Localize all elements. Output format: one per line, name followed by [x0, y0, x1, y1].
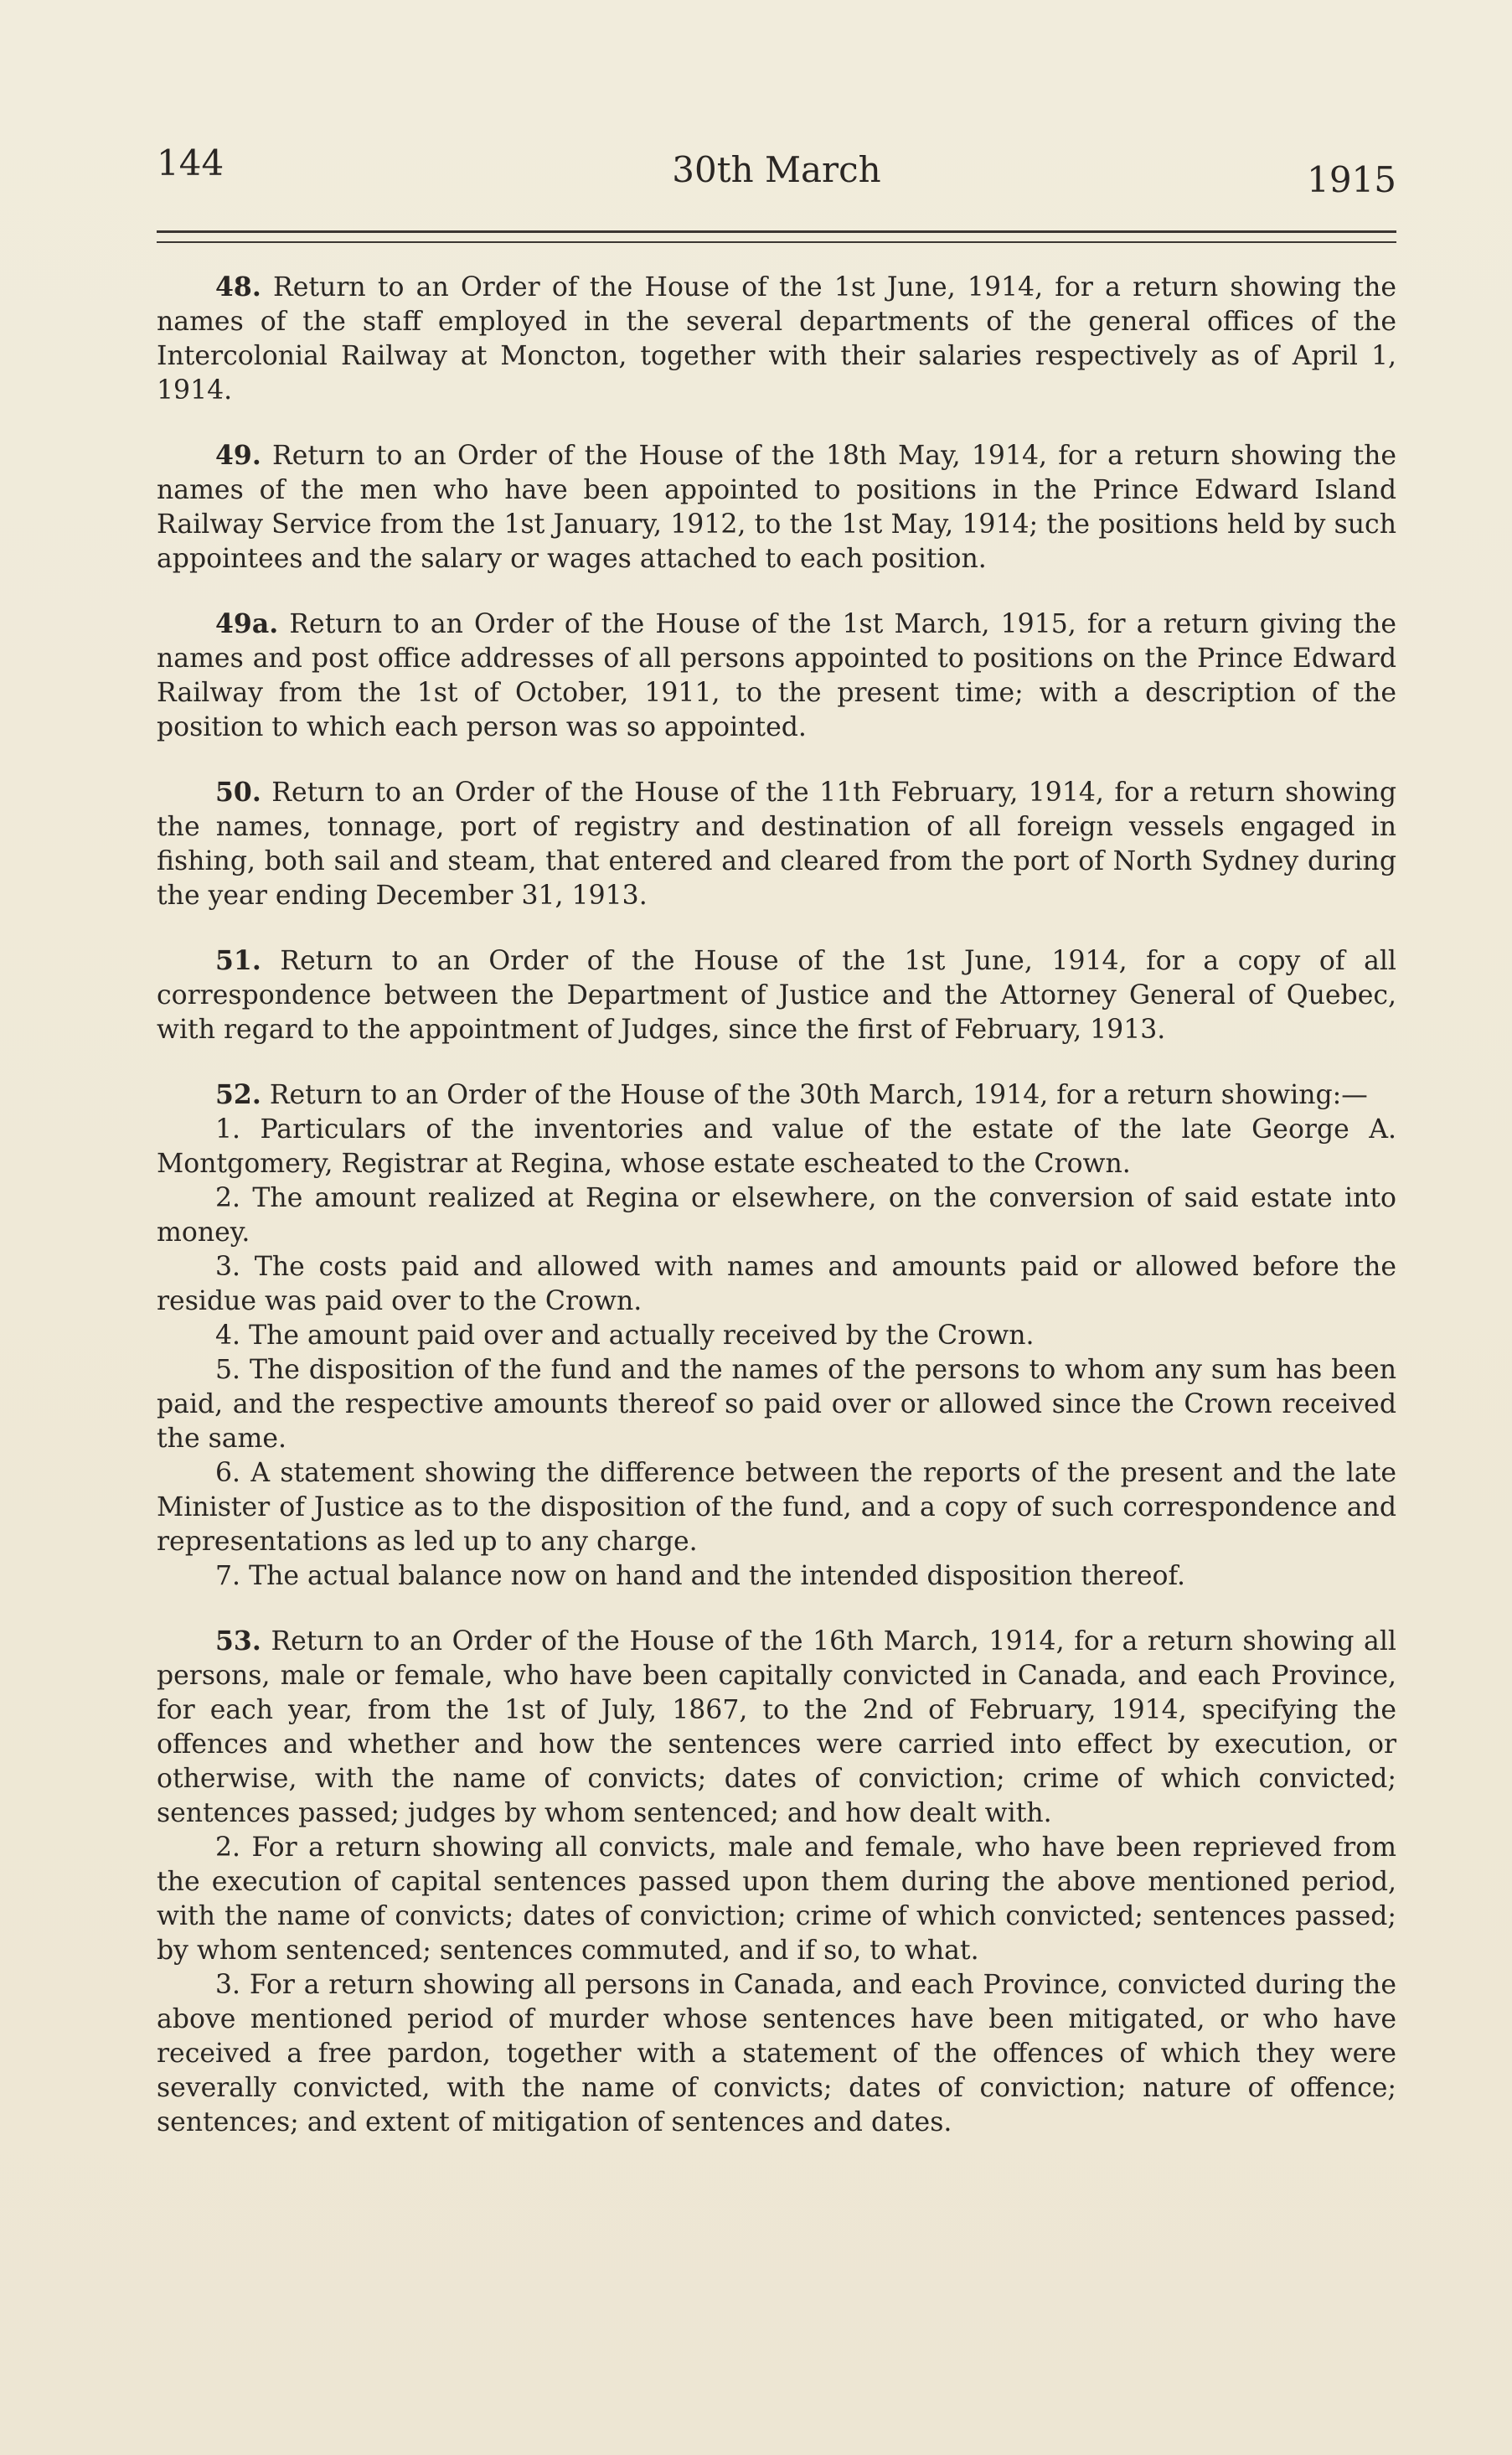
entry-paragraph	[157, 438, 1396, 576]
entry-text: Return to an Order of the House of the 1st June, 1914, for a return showing the names of the staff employed in the several departments of the general offices of the Intercolonial Railway at Moncton, together with their salaries respectively as of April 1, 1914.	[157, 272, 1397, 406]
entry-text: Return to an Order of the House of the 30th March, 1914, for a return showing:—	[269, 1080, 1368, 1110]
entry-52	[157, 1078, 1396, 1594]
entry-49a	[157, 607, 1396, 745]
entry-paragraph	[157, 607, 1396, 745]
entry-number: 48.	[215, 271, 261, 302]
entry-48	[157, 270, 1396, 408]
entry-text: Return to an Order of the House of the 16th March, 1914, for a return showing all persons, male or female, who have been capitally convicted in Canada, and each Province, for each year, from the 1st of July, 1867, to the 2nd of February, 1914, specifying the offences and whether and how the sentences were carried into effect by execution, or otherwise, with the name of convicts; dates of conviction; crime of which convicted; sentences passed; judges by whom sentenced; and how dealt with.	[157, 1626, 1396, 1828]
entry-paragraph	[157, 943, 1396, 1047]
entry-50	[157, 775, 1396, 913]
entry-item: 3. The costs paid and allowed with names and amounts paid or allowed before the residue was paid over to the Crown.	[157, 1252, 1396, 1316]
entry-item: 3. For a return showing all persons in Canada, and each Province, convicted during the above mentioned period of murder whose sentences have been mitigated, or who have received a free pardon, together with a statement of the offences of which they were severally convicted, with the name of convicts; dates of conviction; nature of offence; sentences; and extent of mitigation of sentences and dates.	[157, 1970, 1396, 2137]
entry-53	[157, 1624, 1396, 2140]
header-rule-bottom	[157, 241, 1396, 243]
page-header	[157, 142, 1396, 209]
entry-text: Return to an Order of the House of the 1st March, 1915, for a return giving the names and post office addresses of all persons appointed to positions on the Prince Edward Railway from the 1st of October, 1911, to the present time; with a description of the position to which each person was so appointed.	[157, 609, 1396, 742]
entry-number: 50.	[215, 777, 261, 808]
entry-item: 5. The disposition of the fund and the names of the persons to whom any sum has been paid, and the respective amounts thereof so paid over or allowed since the Crown received the same.	[157, 1355, 1396, 1454]
entry-paragraph	[157, 1078, 1396, 1113]
entry-number: 49a.	[215, 608, 279, 639]
entry-text: Return to an Order of the House of the 18th May, 1914, for a return showing the names of the men who have been appointed to positions in the Prince Edward Island Railway Service from the 1st January, 1912, to the 1st May, 1914; the positions held by such appointees and the salary or wages attached to each position.	[157, 441, 1396, 574]
entry-item: 4. The amount paid over and actually received by the Crown.	[215, 1321, 1035, 1351]
entry-number: 51.	[215, 945, 261, 976]
page-number: 144	[157, 142, 224, 183]
document-body	[157, 270, 1396, 2170]
running-head: 30th March	[672, 149, 881, 190]
entry-number: 52.	[215, 1079, 261, 1110]
entry-number: 53.	[215, 1625, 261, 1656]
entry-item: 1. Particulars of the inventories and value of the estate of the late George A. Montgomery, Registrar at Regina, whose estate escheated to the Crown.	[157, 1114, 1396, 1179]
entry-49	[157, 438, 1396, 576]
header-rule-top	[157, 230, 1396, 233]
header-year: 1915	[1307, 159, 1396, 200]
entry-number: 49.	[215, 440, 261, 471]
entry-item: 7. The actual balance now on hand and the intended disposition thereof.	[215, 1561, 1186, 1591]
entry-item: 2. For a return showing all convicts, male and female, who have been reprieved from the execution of capital sentences passed upon them during the above mentioned period, with the name of convicts; dates of conviction; crime of which convicted; sentences passed; by whom sentenced; sentences commuted, and if so, to what.	[157, 1832, 1396, 1966]
entry-paragraph	[157, 270, 1396, 408]
entry-51	[157, 943, 1396, 1047]
entry-text: Return to an Order of the House of the 11th February, 1914, for a return showing the names, tonnage, port of registry and destination of all foreign vessels engaged in fishing, both sail and steam, that entered and cleared from the port of North Sydney during the year ending December 31, 1913.	[157, 778, 1397, 911]
entry-text: Return to an Order of the House of the 1st June, 1914, for a copy of all correspondence between the Department of Justice and the Attorney General of Quebec, with regard to the appointment of Judges, since the first of February, 1913.	[157, 946, 1396, 1045]
entry-paragraph	[157, 775, 1396, 913]
entry-paragraph	[157, 1624, 1396, 1831]
entry-item: 6. A statement showing the difference between the reports of the present and the late Minister of Justice as to the disposition of the fund, and a copy of such correspondence and representations as led up to any charge.	[157, 1458, 1396, 1557]
entry-item: 2. The amount realized at Regina or elsewhere, on the conversion of said estate into money.	[157, 1183, 1396, 1248]
